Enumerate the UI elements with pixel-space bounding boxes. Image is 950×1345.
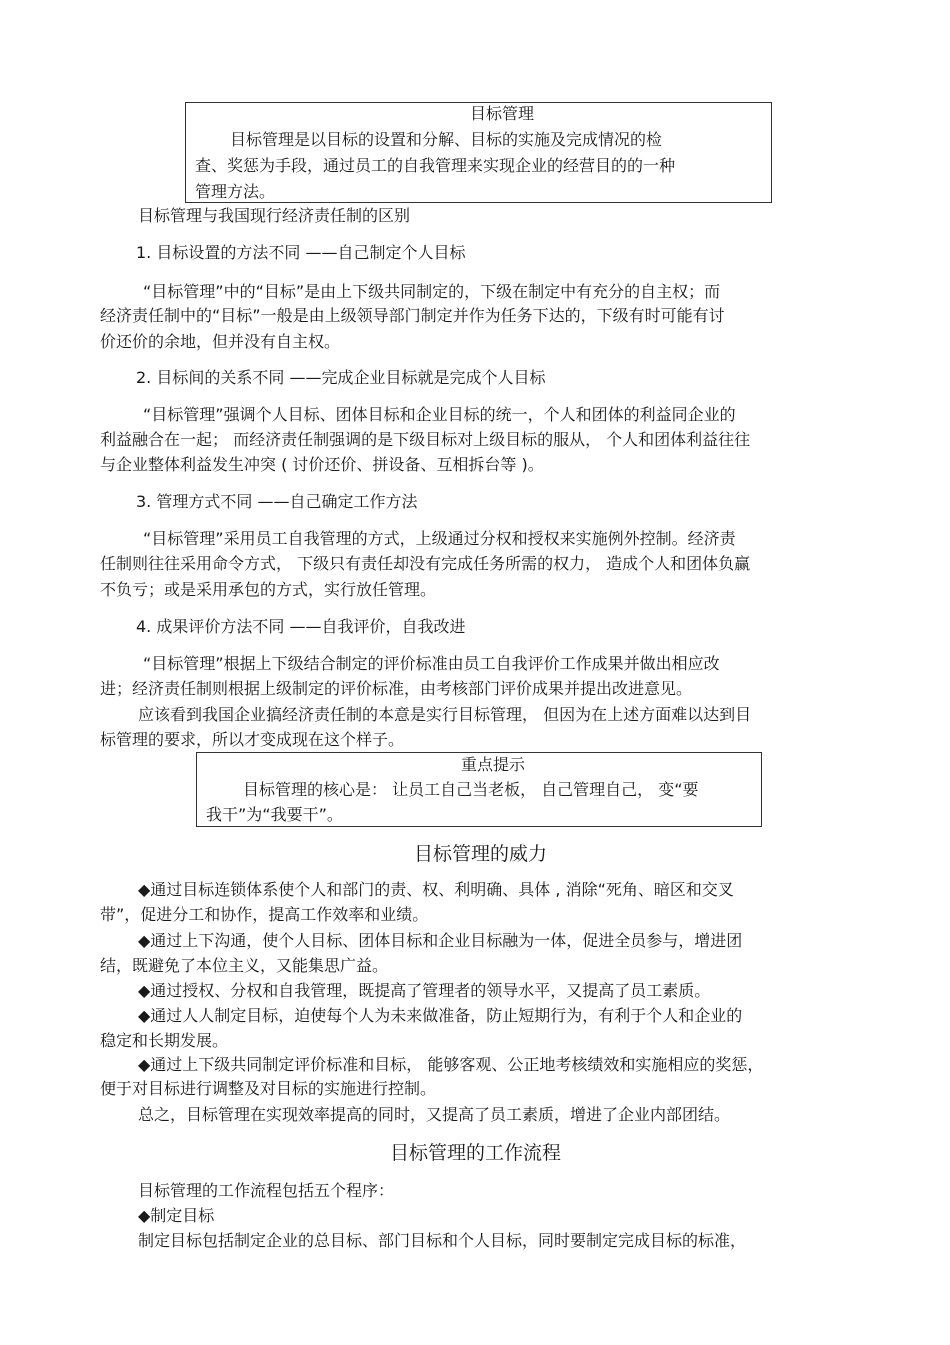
power-line-9: 便于对目标进行调整及对目标的实施进行控制。 [100,1079,437,1098]
power-summary: 总之，目标管理在实现效率提高的同时，又提高了员工素质，增进了企业内部团结。 [138,1105,731,1124]
difference-3-line-2: 任制则往往采用命令方式， 下级只有责任却没有完成任务所需的权力， 造成个人和团体负赢 [100,554,751,573]
workflow-line-3: 制定目标包括制定企业的总目标、部门目标和个人目标，同时要制定完成目标的标准， [138,1231,747,1250]
power-line-5: ◆通过授权、分权和自我管理，既提高了管理者的领导水平，又提高了员工素质。 [138,981,711,1000]
difference-1-line-2: 经济责任制中的“目标”一般是由上级领导部门制定并作为任务下达的，下级有时可能有讨 [100,306,725,325]
workflow-line-2: ◆制定目标 [138,1206,215,1225]
difference-1-line-1: “目标管理”中的“目标”是由上下级共同制定的，下级在制定中有充分的自主权；而 [143,282,721,301]
definition-line-1: 目标管理是以目标的设置和分解、目标的实施及完成情况的检 [230,130,663,149]
power-line-1: ◆通过目标连锁体系使个人和部门的责、权、利明确、具体 , 消除“死角、暗区和交叉 [138,880,734,899]
difference-4-line-2: 进；经济责任制则根据上级制定的评价标准，由考核部门评价成果并提出改进意见。 [100,679,693,698]
difference-3-line-1: “目标管理”采用员工自我管理的方式，上级通过分权和授权来实施例外控制。经济责 [143,529,736,548]
tip-line-1: 目标管理的核心是： 让员工自己当老板， 自己管理自己， 变“要 [243,780,699,799]
power-line-2: 带”，促进分工和协作，提高工作效率和业绩。 [100,905,429,924]
definition-box-title: 目标管理 [470,104,535,123]
difference-1-line-3: 价还价的余地，但并没有自主权。 [100,332,341,351]
difference-2-title: 2. 目标间的关系不同 ——完成企业目标就是完成个人目标 [136,368,546,387]
difference-4-line-1: “目标管理”根据上下级结合制定的评价标准由员工自我评价工作成果并做出相应改 [143,654,720,673]
conclusion-line-2: 标管理的要求，所以才变成现在这个样子。 [100,730,405,749]
tip-line-2: 我干”为“我要干”。 [206,805,343,824]
difference-2-line-3: 与企业整体利益发生冲突 ( 讨价还价、拼设备、互相拆台等 )。 [100,455,544,474]
tip-box-title: 重点提示 [461,755,526,774]
power-line-6: ◆通过人人制定目标，迫使每个人为未来做准备，防止短期行为，有利于个人和企业的 [138,1006,743,1025]
conclusion-line-1: 应该看到我国企业搞经济责任制的本意是实行目标管理， 但因为在上述方面难以达到目 [138,705,752,724]
difference-2-line-2: 利益融合在一起； 而经济责任制强调的是下级目标对上级目标的服从， 个人和团体利益往往 [100,430,751,449]
difference-3-line-3: 不负亏；或是采用承包的方式，实行放任管理。 [100,580,437,599]
power-line-4: 结，既避免了本位主义，又能集思广益。 [100,956,389,975]
workflow-heading: 目标管理的工作流程 [390,1142,562,1164]
power-heading: 目标管理的威力 [414,843,548,865]
difference-4-title: 4. 成果评价方法不同 ——自我评价，自我改进 [136,617,466,636]
difference-1-title: 1. 目标设置的方法不同 ——自己制定个人目标 [136,243,466,262]
power-line-8: ◆通过上下级共同制定评价标准和目标， 能够客观、公正地考核绩效和实施相应的奖惩， [138,1055,764,1074]
definition-line-3: 管理方法。 [195,182,276,201]
differences-heading: 目标管理与我国现行经济责任制的区别 [138,206,411,225]
definition-line-2: 查、奖惩为手段，通过员工的自我管理来实现企业的经营目的的一种 [195,156,676,175]
difference-2-line-1: “目标管理”强调个人目标、团体目标和企业目标的统一，个人和团体的利益同企业的 [143,405,736,424]
power-line-3: ◆通过上下沟通，使个人目标、团体目标和企业目标融为一体，促进全员参与，增进团 [138,931,743,950]
workflow-line-1: 目标管理的工作流程包括五个程序： [138,1181,395,1200]
difference-3-title: 3. 管理方式不同 ——自己确定工作方法 [136,492,418,511]
power-line-7: 稳定和长期发展。 [100,1031,229,1050]
